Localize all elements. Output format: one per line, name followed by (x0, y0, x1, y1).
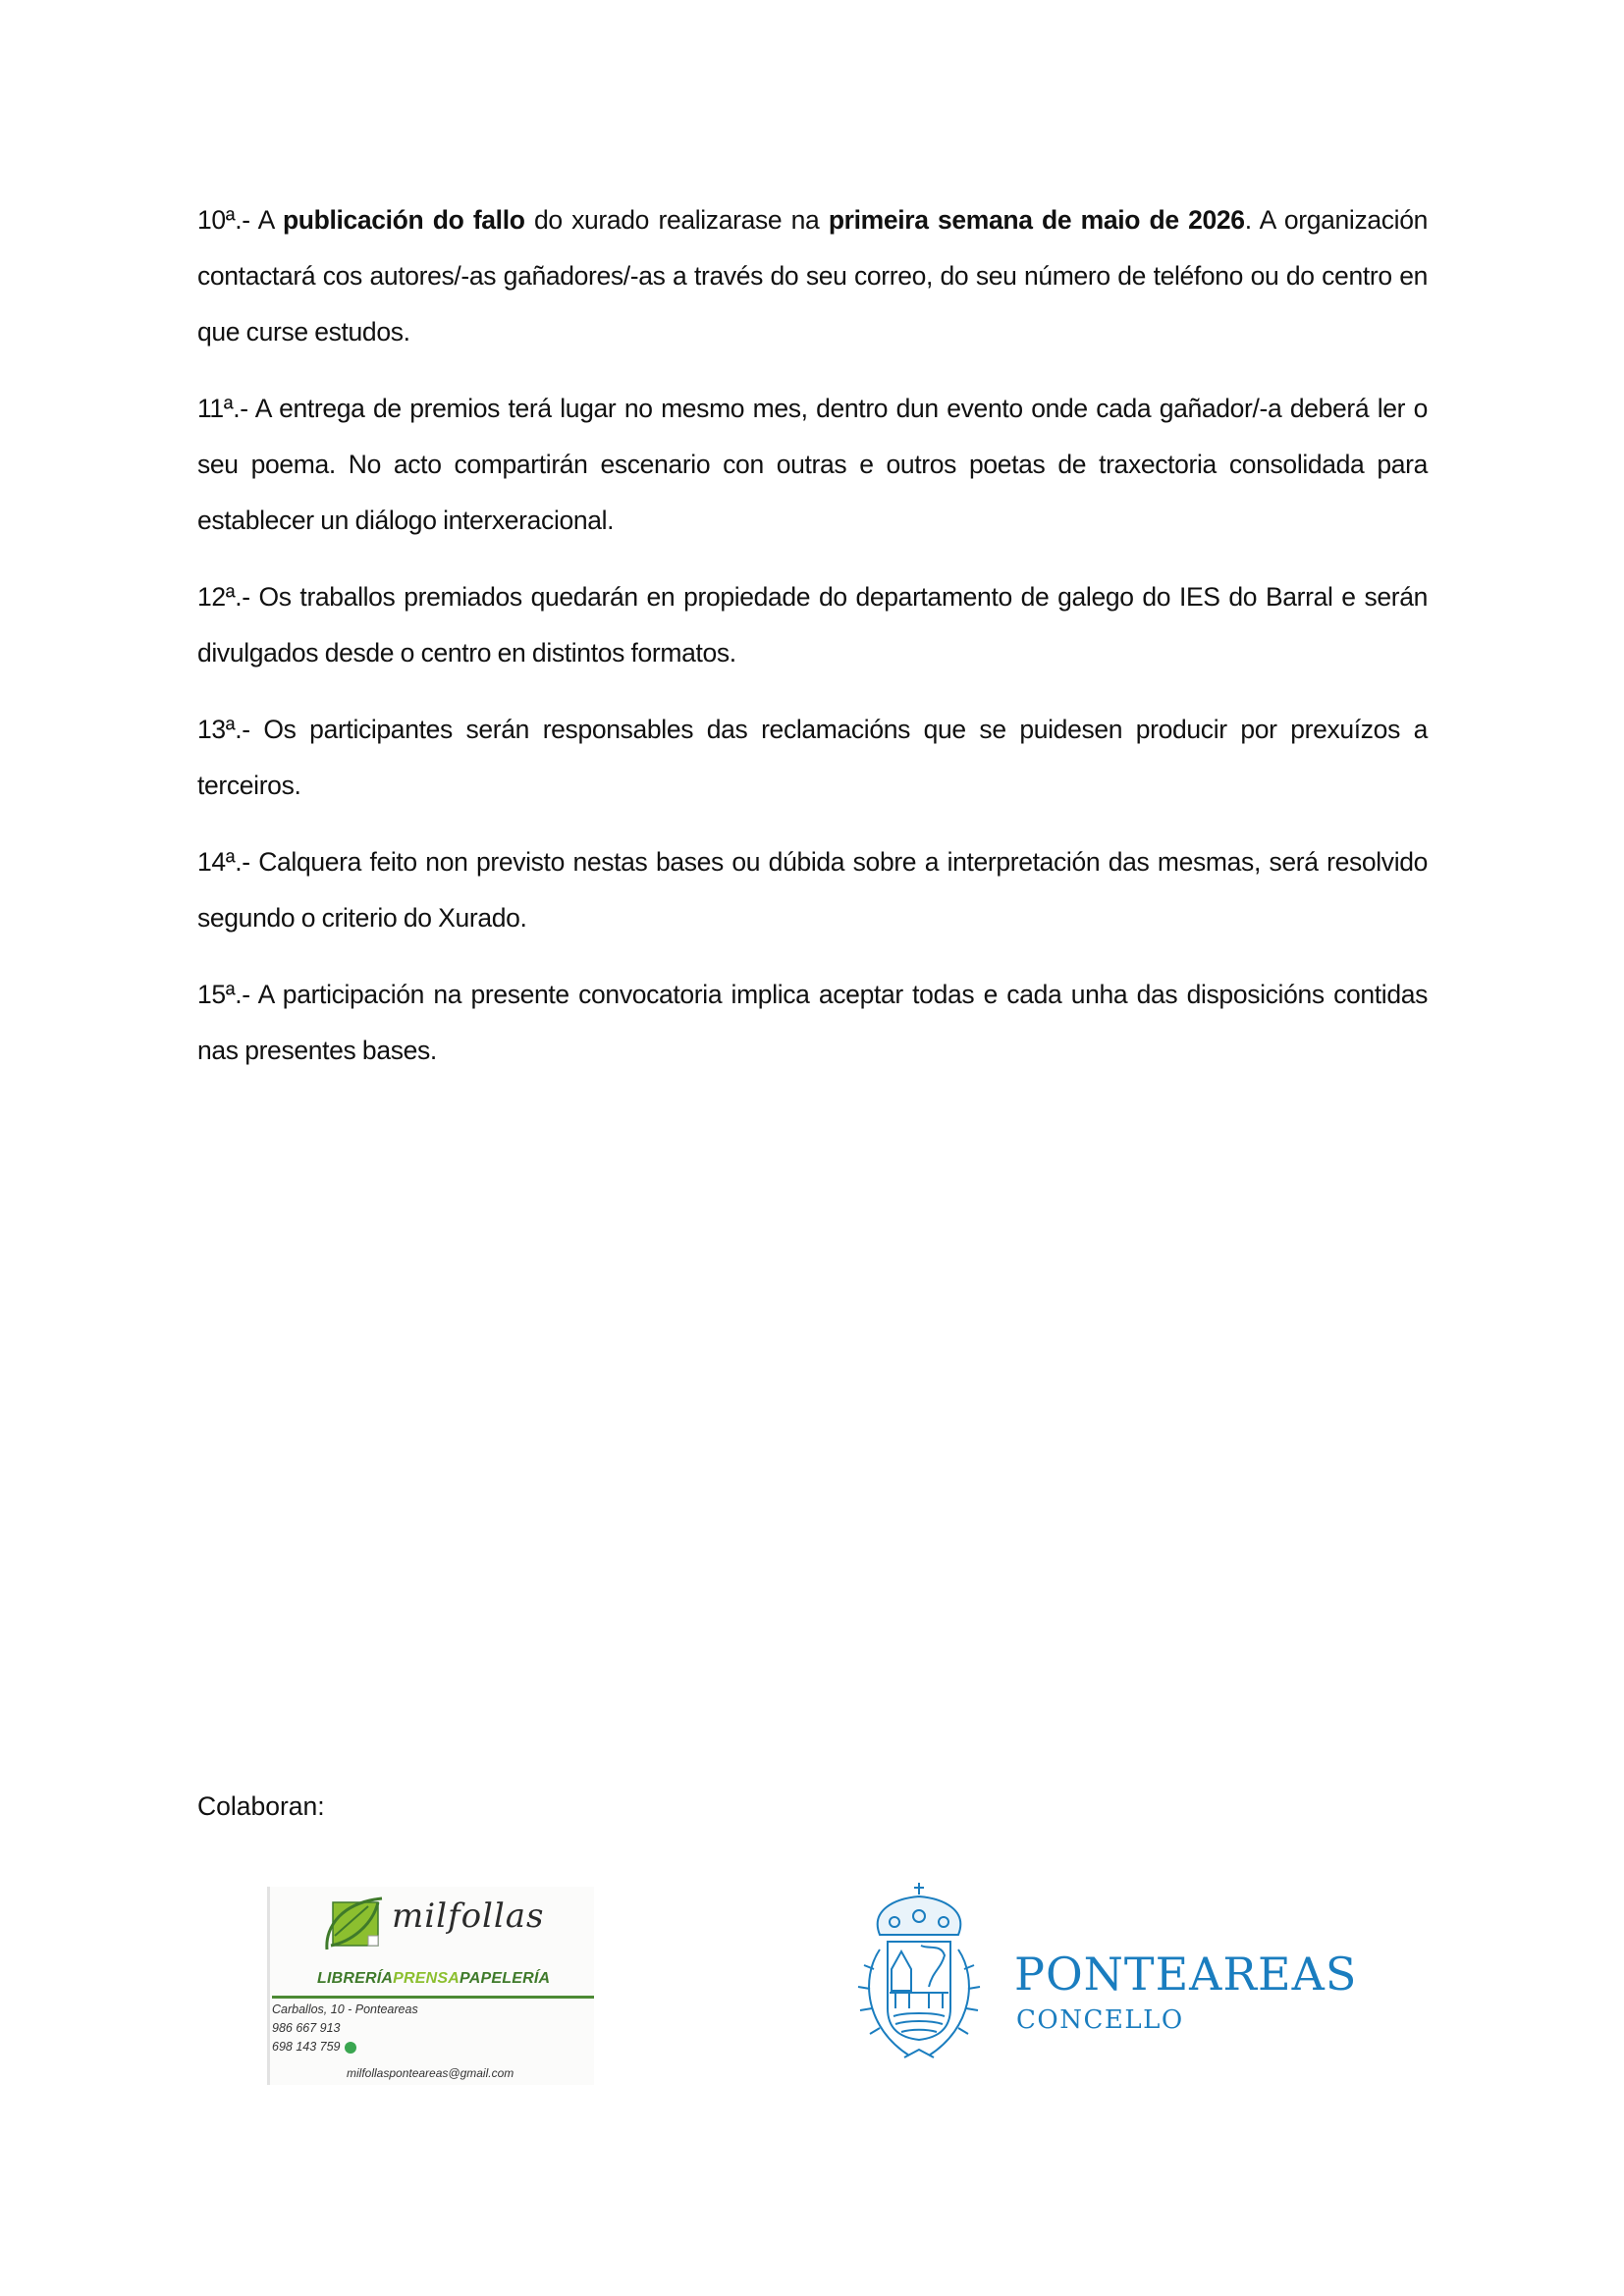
clause-text: Os participantes serán responsables das reclamacións que se puidesen producir por prexuízos a terceiros. (197, 715, 1428, 800)
milfollas-tagline (317, 1970, 550, 1988)
clause-text: Calquera feito non previsto nestas bases ou dúbida sobre a interpretación das mesmas, será resolvido segundo o criterio do Xurado. (197, 847, 1429, 933)
clause-text: Os traballos premiados quedarán en propiedade do departamento de galego do IES do Barral e serán divulgados desde o centro en distintos formatos. (197, 582, 1428, 667)
clause-paragraph (197, 967, 1428, 1079)
tagline-libreria: LIBRERÍA (317, 1970, 394, 1987)
clause-paragraph (197, 381, 1428, 549)
ponteareas-name: PONTEAREAS (1014, 1948, 1358, 2001)
clause-text-bold: publicación do fallo (282, 205, 525, 235)
clause-number: 11ª.- (197, 394, 255, 423)
clause-number: 14ª.- (197, 847, 259, 877)
collaborators-label: Colaboran: (197, 1791, 325, 1821)
whatsapp-icon (345, 2042, 356, 2054)
milfollas-divider (272, 1996, 594, 1999)
milfollas-phone1: 986 667 913 (272, 2021, 341, 2035)
clause-paragraph (197, 569, 1428, 681)
milfollas-contact (272, 2001, 418, 2056)
clause-number: 12ª.- (197, 582, 259, 612)
clause-paragraph (197, 702, 1428, 814)
milfollas-phone2: 698 143 759 (272, 2040, 341, 2054)
clause-text-bold: primeira semana de maio de 2026 (828, 205, 1245, 235)
clause-number: 13ª.- (197, 715, 264, 744)
clause-text: A (257, 205, 283, 235)
milfollas-address: Carballos, 10 - Ponteareas (272, 2002, 418, 2016)
clause-text: A participación na presente convocatoria implica aceptar todas e cada unha das disposicións contidas nas presentes bases. (197, 980, 1428, 1065)
milfollas-sponsor-card (267, 1887, 594, 2085)
clause-text: do xurado realizarase na (524, 205, 829, 235)
clause-number: 15ª.- (197, 980, 258, 1009)
document-body (197, 192, 1428, 1099)
clause-text: . A organización contactará cos autores/-as gañadores/-as a través do seu correo, do seu número de teléfono ou do centro en que curse estudos. (197, 205, 1428, 347)
milfollas-leaf-logo-icon (323, 1896, 384, 1951)
clause-text: A entrega de premios terá lugar no mesmo mes, dentro dun evento onde cada gañador/-a deberá ler o seu poema. No acto compartirán escenario con outras e outros poetas de traxectoria consolidada para establecer un diálogo interxeracional. (197, 394, 1428, 535)
clause-paragraph (197, 192, 1428, 360)
milfollas-email: milfollasponteareas@gmail.com (347, 2066, 514, 2080)
tagline-prensa: PRENSA (393, 1970, 460, 1987)
milfollas-name: milfollas (392, 1896, 545, 1936)
clause-number: 10ª.- (197, 205, 258, 235)
ponteareas-subtitle: CONCELLO (1016, 2005, 1184, 2035)
ponteareas-coat-of-arms-icon (850, 1881, 988, 2067)
tagline-papeleria: PAPELERÍA (460, 1970, 551, 1987)
clause-paragraph (197, 834, 1428, 946)
